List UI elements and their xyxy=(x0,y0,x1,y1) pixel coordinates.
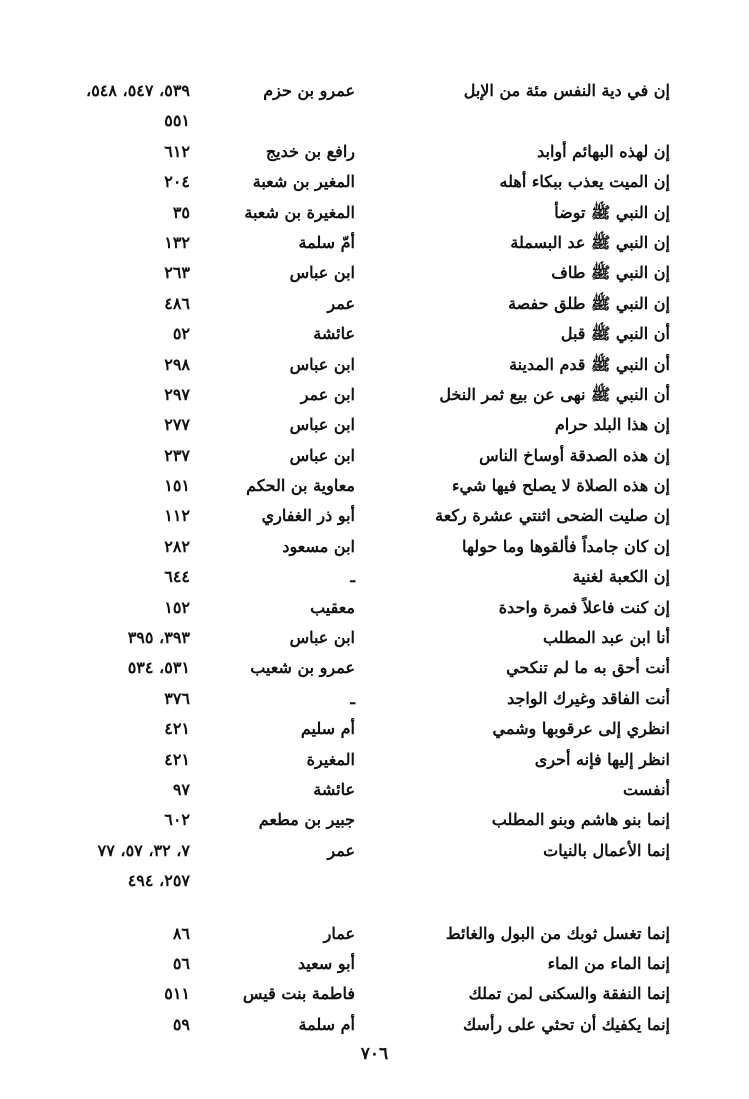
narrator-name: ابن عباس xyxy=(289,628,355,648)
hadith-text: أنت الفاقد وغيرك الواجد xyxy=(507,688,670,708)
page-references: ٦١٢ xyxy=(164,141,190,161)
page-references: ٣٧٦ xyxy=(164,688,190,708)
table-row xyxy=(20,471,670,501)
hadith-text: إن النبي ﷺ طاف xyxy=(551,263,670,283)
hadith-text: أن النبي ﷺ قبل xyxy=(560,324,670,344)
narrator-name: عمرو بن شعيب xyxy=(250,658,355,678)
hadith-text: إنما الأعمال بالنيات xyxy=(543,840,670,860)
narrator-name: ابن عباس xyxy=(289,445,355,465)
page-references: ٧، ٣٢، ٥٧، ٧٧ xyxy=(97,840,190,860)
table-row xyxy=(20,350,670,380)
page-references: ٢٧٧ xyxy=(164,415,190,435)
page-references: ٢٦٣ xyxy=(164,263,190,283)
narrator-name: معاوية بن الحكم xyxy=(246,476,355,496)
table-row xyxy=(20,258,670,288)
page-references: ٣٩٣، ٣٩٥ xyxy=(127,628,190,648)
narrator-name xyxy=(225,866,355,896)
page-references: ٤٢١ xyxy=(164,749,190,769)
table-row xyxy=(20,198,670,228)
narrator-name: أم سلمة xyxy=(298,1014,355,1034)
table-row xyxy=(20,106,670,136)
table-row xyxy=(20,532,670,562)
narrator-name: ـ xyxy=(350,567,355,587)
hadith-text: انظري إلى عرقوبها وشمي xyxy=(492,719,670,739)
hadith-text: إنما تغسل ثوبك من البول والغائط xyxy=(445,923,670,943)
table-row xyxy=(20,228,670,258)
table-row xyxy=(20,167,670,197)
hadith-text: إن في دية النفس مئة من الإبل xyxy=(463,81,670,100)
table-row xyxy=(20,562,670,592)
table-row xyxy=(20,836,670,866)
narrator-name: ابن عباس xyxy=(289,415,355,435)
narrator-name: جبير بن مطعم xyxy=(258,810,355,830)
hadith-text: إن كنت فاعلاً فمرة واحدة xyxy=(498,597,670,617)
page-references: ٦٤٤ xyxy=(164,567,190,587)
page-references: ٥٦ xyxy=(172,953,190,973)
hadith-text: إنما يكفيك أن تحثي على رأسك xyxy=(463,1014,670,1034)
table-row xyxy=(20,1010,670,1040)
hadith-text: أنفست xyxy=(623,779,670,799)
page-references: ٤٢١ xyxy=(164,719,190,739)
hadith-text: انظر إليها فإنه أحرى xyxy=(534,749,670,769)
page-number: ٧٠٦ xyxy=(360,1044,389,1064)
table-row xyxy=(20,623,670,653)
table-row xyxy=(20,979,670,1009)
hadith-text: إن النبي ﷺ عد البسملة xyxy=(510,232,670,252)
table-row xyxy=(20,949,670,979)
table-row xyxy=(20,501,670,531)
hadith-text: إن الكعبة لغنية xyxy=(572,567,670,587)
table-row xyxy=(20,289,670,319)
narrator-name: ـ xyxy=(350,688,355,708)
hadith-text xyxy=(420,866,670,896)
narrator-name: ابن عباس xyxy=(289,354,355,374)
hadith-text: إن هذه الصلاة لا يصلح فيها شيء xyxy=(451,476,670,496)
table-row xyxy=(20,76,670,106)
hadith-text: أنت أحق به ما لم تنكحي xyxy=(506,658,670,678)
table-row xyxy=(20,919,670,949)
page-references: ٢٥٧، ٤٩٤ xyxy=(127,871,190,891)
page-references: ١٥٢ xyxy=(164,597,190,617)
narrator-name: عمار xyxy=(323,923,355,943)
hadith-text: إن النبي ﷺ طلق حفصة xyxy=(508,293,670,313)
table-row xyxy=(20,441,670,471)
narrator-name: ابن عباس xyxy=(289,263,355,283)
page-references: ٨٦ xyxy=(172,923,190,943)
narrator-name: معقيب xyxy=(310,597,355,617)
table-row xyxy=(20,593,670,623)
narrator-name: أمّ سلمة xyxy=(298,232,355,252)
hadith-text: إن صليت الضحى اثنتي عشرة ركعة xyxy=(435,506,670,526)
hadith-text: إن النبي ﷺ توضأ xyxy=(554,202,670,222)
narrator-name: أبو سعيد xyxy=(297,953,355,973)
narrator-name: عائشة xyxy=(313,779,355,799)
narrator-name: عمر xyxy=(327,293,355,313)
hadith-text: إنما النفقة والسكنى لمن تملك xyxy=(468,984,670,1004)
table-row xyxy=(20,319,670,349)
hadith-text: إن لهذه البهائم أوابد xyxy=(537,141,670,161)
table-row xyxy=(20,380,670,410)
table-row xyxy=(20,653,670,683)
table-row xyxy=(20,684,670,714)
table-row xyxy=(20,137,670,167)
table-row xyxy=(20,714,670,744)
narrator-name: رافع بن خديج xyxy=(265,141,355,161)
page-references: ٥٩ xyxy=(172,1014,190,1034)
page-references: ٢٩٨ xyxy=(164,354,190,374)
page-references: ١١٢ xyxy=(164,506,190,526)
page-references: ٦٠٢ xyxy=(164,810,190,830)
narrator-name: ابن عمر xyxy=(300,384,355,404)
hadith-text: إن كان جامداً فألقوها وما حولها xyxy=(462,536,670,556)
table-row xyxy=(20,805,670,835)
page-references: ٢٨٢ xyxy=(164,536,190,556)
page-references: ٥١١ xyxy=(164,984,190,1004)
narrator-name: عمر xyxy=(327,840,355,860)
narrator-name: المغيرة بن شعبة xyxy=(244,202,355,222)
hadith-text: إن هذا البلد حرام xyxy=(554,415,670,435)
narrator-name: فاطمة بنت قيس xyxy=(242,984,355,1004)
group-spacer xyxy=(20,897,670,919)
narrator-name: عمرو بن حزم xyxy=(263,81,355,100)
hadith-text: أن النبي ﷺ نهى عن بيع ثمر النخل xyxy=(439,384,670,404)
page-references: ١٣٢ xyxy=(164,232,190,252)
hadith-text: أنا ابن عبد المطلب xyxy=(542,628,670,648)
table-row xyxy=(20,410,670,440)
page-references: ٣٥ xyxy=(172,202,190,222)
page-references: ٥٢ xyxy=(172,324,190,344)
table-row xyxy=(20,775,670,805)
narrator-name xyxy=(225,106,355,136)
page-references: ٤٨٦ xyxy=(164,293,190,313)
narrator-name: المغيرة xyxy=(306,749,355,769)
table-row xyxy=(20,866,670,896)
page-references: ٢٣٧ xyxy=(164,445,190,465)
page-references: ٢٩٧ xyxy=(164,384,190,404)
narrator-name: أم سليم xyxy=(300,719,355,739)
hadith-text: إن هذه الصدقة أوساخ الناس xyxy=(479,445,670,465)
hadith-text: إنما بنو هاشم وبنو المطلب xyxy=(491,810,670,830)
narrator-name: المغير بن شعبة xyxy=(252,172,355,192)
hadith-text: إنما الماء من الماء xyxy=(547,953,670,973)
narrator-name: ابن مسعود xyxy=(282,536,355,556)
page-references: ٩٧ xyxy=(172,779,190,799)
page-references: ٢٠٤ xyxy=(164,172,190,192)
page-references: ١٥١ xyxy=(164,476,190,496)
hadith-text xyxy=(420,106,670,136)
hadith-index-table xyxy=(20,76,670,1040)
table-row xyxy=(20,745,670,775)
narrator-name: أبو ذر الغفاري xyxy=(261,506,355,526)
hadith-text: أن النبي ﷺ قدم المدينة xyxy=(509,354,670,374)
page-references: ٥٥١ xyxy=(164,111,190,131)
narrator-name: عائشة xyxy=(313,324,355,344)
page-references: ٥٣١، ٥٣٤ xyxy=(127,658,190,678)
page-references: ٥٣٩، ٥٤٧، ٥٤٨، xyxy=(86,81,190,100)
hadith-text: إن الميت يعذب ببكاء أهله xyxy=(499,172,670,192)
